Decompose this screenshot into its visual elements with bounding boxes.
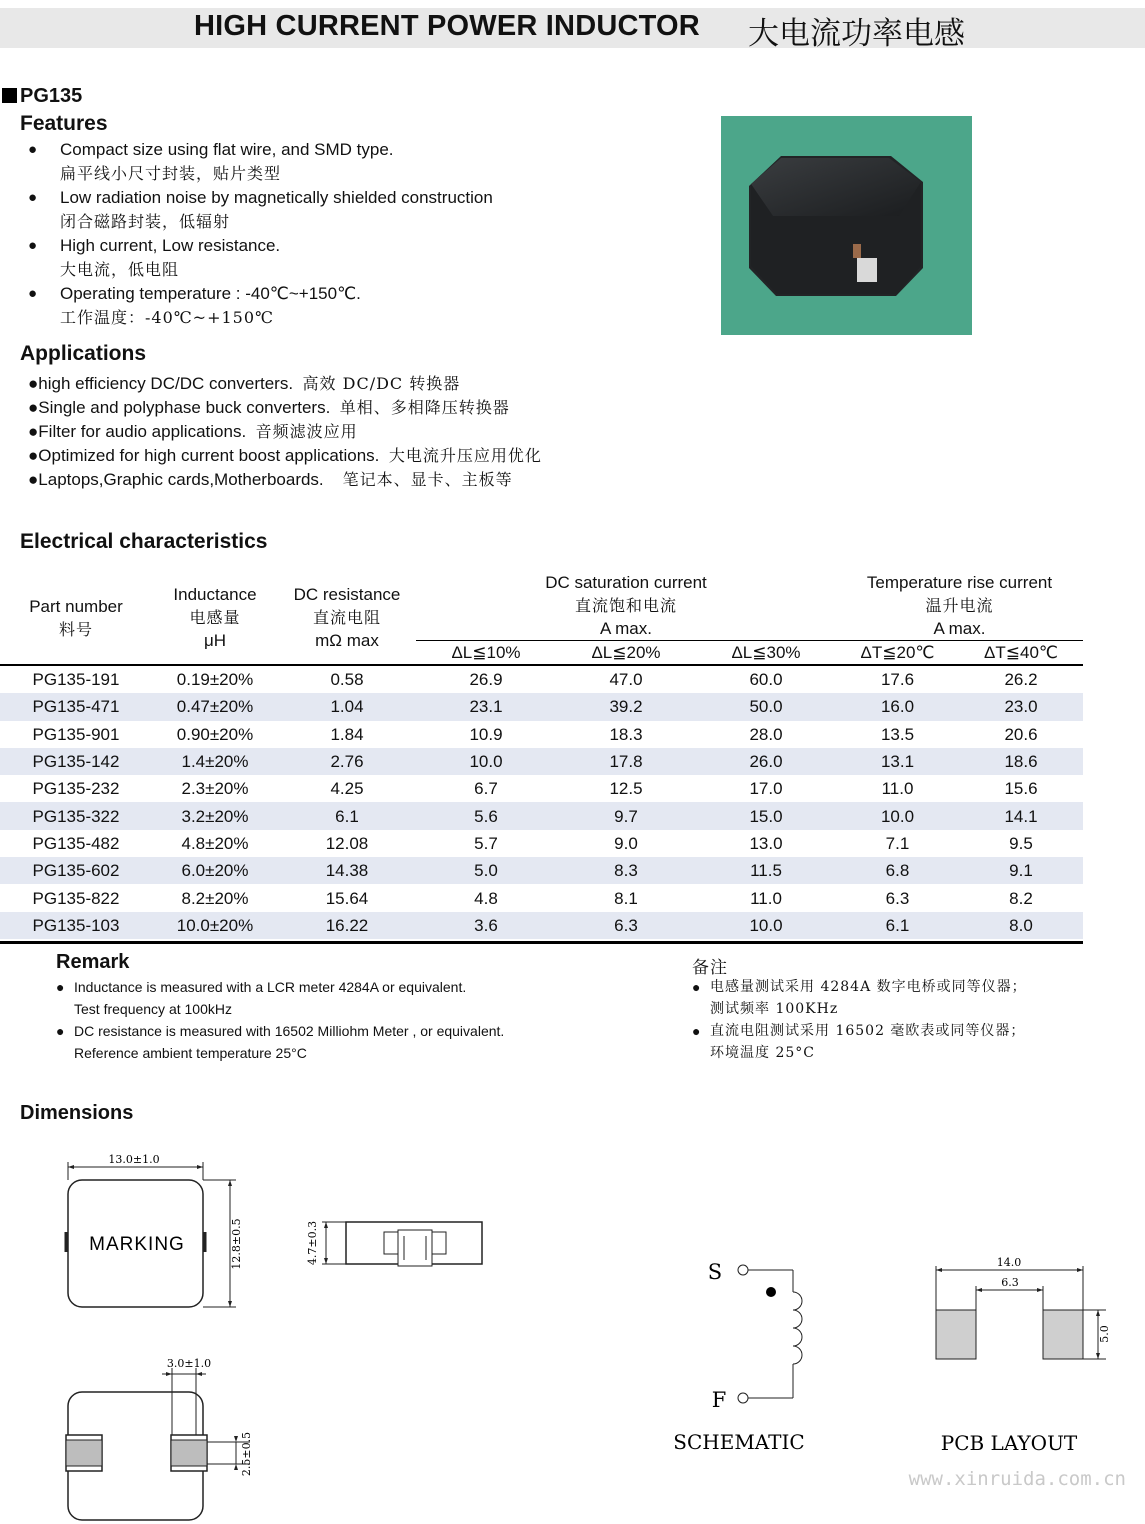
table-cell: 13.1 [836,748,959,775]
header-text-cn: 直流饱和电流 [574,596,677,615]
remark-line: 环境温度 25°C [710,1045,815,1061]
table-cell: PG135-322 [0,802,152,829]
table-cell: 15.6 [1004,779,1038,799]
table-cell: 5.7 [474,833,498,853]
remark-line: 测试频率 100KHz [710,1001,839,1017]
table-row [0,884,1083,911]
table-cell: 2.3±20% [181,779,249,799]
bullet-icon: ● [28,189,38,206]
table-cell: PG135-822 [32,888,120,908]
application-cn: 大电流升压应用优化 [388,446,542,465]
remark-line: Reference ambient temperature 25°C [74,1045,307,1061]
arrow-icon [1096,1353,1100,1359]
header-dc-resistance [278,571,416,665]
applications-heading: Applications [20,342,147,365]
header-text-cn: 直流电阻 [312,608,381,627]
feature-item [28,282,588,330]
table-cell: 6.1 [836,912,959,939]
table-cell: 1.4±20% [152,748,278,775]
table-cell: 6.3 [885,888,910,908]
dim-pad-width: 3.0±1.0 [166,1357,212,1370]
table-cell: 23.0 [959,693,1083,720]
subheader-cell: ΔL≦30% [696,641,836,666]
page-title: HIGH CURRENT POWER INDUCTOR [194,10,700,42]
table-row [0,857,1083,884]
pin-f-label: F [711,1388,727,1412]
remark-heading-cn: 备注 [692,958,728,978]
table-cell: 10.0 [836,802,959,829]
table-cell: PG135-471 [0,693,152,720]
electrical-heading: Electrical characteristics [20,530,268,553]
remark-line: Test frequency at 100kHz [74,1001,232,1017]
dim-pad-height: 2.5±0.5 [240,1431,253,1477]
product-code [2,85,82,108]
feature-cn: 大电流，低电阻 [60,260,180,279]
pcb-pad-left [936,1310,976,1359]
table-cell: 13.0 [749,833,783,853]
arrow-icon [196,1372,202,1376]
table-row [0,802,1083,829]
table-cell: 5.6 [416,802,556,829]
header-text-cn: 电感量 [189,608,241,627]
table-row [0,665,1083,693]
feature-item [28,138,588,186]
header-text: DC resistance [293,585,401,604]
table-cell: 23.1 [416,693,556,720]
table-cell: 17.8 [556,748,696,775]
application-item: ●high efficiency DC/DC converters. 高效 DC/DC 转换器 [28,374,461,393]
table-cell: 6.3 [556,912,696,939]
pin-f-terminal [738,1393,748,1403]
table-row [0,748,1083,775]
table-cell: 9.0 [614,833,638,853]
application-item: ●Filter for audio applications. 音频滤波应用 [28,422,358,441]
table-cell: 18.3 [609,724,643,744]
table-cell: 10.9 [469,724,503,744]
table-cell: 6.7 [474,779,498,799]
arrow-icon [68,1165,74,1169]
subheader-cell: ΔT≦40℃ [959,641,1083,666]
remark-line: 直流电阻测试采用 16502 毫欧表或同等仪器； [710,1023,1026,1039]
table-cell: PG135-602 [0,857,152,884]
header-unit: mΩ max [315,631,379,650]
dimensions-heading: Dimensions [20,1102,134,1124]
pcb-pad-right [1043,1310,1083,1359]
table-cell: 3.6 [416,912,556,939]
dim-side-height: 4.7±0.3 [306,1220,319,1266]
bottom-pad-right [171,1440,207,1466]
arrow-icon [197,1165,203,1169]
application-en: Filter for audio applications. [38,422,247,441]
table-cell: 9.7 [556,802,696,829]
table-cell: 12.5 [609,779,643,799]
table-cell: 47.0 [609,670,643,690]
subheader-cell: ΔL≦10% [416,641,556,666]
table-cell: 8.0 [959,912,1083,939]
table-row [0,912,1083,939]
side-view-terminal [398,1230,432,1266]
table-cell: 39.2 [556,693,696,720]
page-title-cn: 大电流功率电感 [748,16,965,52]
arrow-icon [1077,1268,1083,1272]
feature-en: Compact size using flat wire, and SMD type. [60,140,394,159]
schematic-coil [793,1292,802,1364]
dim-top-height: 12.8±0.5 [230,1218,243,1270]
bullet-icon: ● [56,979,65,995]
table-cell: 14.38 [278,857,416,884]
table-body [0,665,1083,939]
table-row [0,830,1083,857]
dimension-drawings [0,1140,1145,1524]
application-item: ●Laptops,Graphic cards,Motherboards. 笔记本、显卡、主板等 [28,470,513,489]
feature-en: Low radiation noise by magnetically shielded construction [60,188,493,207]
table-cell: 6.0±20% [152,857,278,884]
application-cn: 笔记本、显卡、主板等 [342,470,513,489]
remark-item [692,1020,1112,1064]
table-cell: 4.8±20% [181,833,249,853]
table-cell: 2.76 [278,748,416,775]
bullet-icon: ● [28,285,38,302]
pcb-height-dim: 5.0 [1098,1325,1111,1343]
table-cell: 3.2±20% [152,802,278,829]
table-cell: 15.64 [325,888,369,908]
arrow-icon [1037,1288,1043,1292]
header-unit: A max. [933,619,986,638]
header-inductance [152,571,278,665]
table-cell: 11.5 [696,857,836,884]
table-cell: 0.58 [330,670,364,690]
remark-cn-list [692,976,1112,1064]
polarity-dot-icon [766,1287,776,1297]
remark-line: Inductance is measured with a LCR meter 4284A or equivalent. [74,979,467,995]
feature-en: Operating temperature : -40℃~+150℃. [60,284,361,303]
pcb-layout-label: PCB LAYOUT [940,1431,1078,1455]
arrow-icon [228,1180,232,1186]
table-cell: 18.6 [959,748,1083,775]
bottom-pad-left [66,1440,102,1466]
table-cell: 4.8 [474,888,498,908]
table-cell: 6.1 [278,802,416,829]
header-text: Temperature rise current [866,573,1053,592]
square-bullet-icon [2,88,17,103]
table-cell: 26.0 [696,748,836,775]
table-cell: 10.0 [416,748,556,775]
table-cell: 26.2 [1004,670,1038,690]
table-row [0,721,1083,748]
bullet-icon: ● [28,141,38,158]
table-cell: PG135-482 [32,833,120,853]
table-row [0,775,1083,802]
table-cell: 50.0 [696,693,836,720]
table-cell: 14.1 [959,802,1083,829]
table-cell: 10.0±20% [152,912,278,939]
bullet-icon: ● [692,1023,701,1039]
table-cell: 16.22 [278,912,416,939]
application-item: ●Single and polyphase buck converters. 单相、多相降压转换器 [28,398,510,417]
remark-heading: Remark [56,951,130,973]
table-header-row [0,571,1083,641]
table-cell: 11.0 [881,779,914,799]
header-text: Inductance [173,585,257,604]
marking-label: MARKING [89,1234,185,1255]
product-code-text: PG135 [20,85,83,107]
table-cell: 28.0 [749,724,783,744]
remark-item [56,976,616,1020]
dim-top-width: 13.0±1.0 [108,1153,160,1166]
application-cn: 单相、多相降压转换器 [339,398,510,417]
feature-item [28,186,588,234]
table-cell: PG135-232 [32,779,120,799]
table-bottom-rule [0,941,1083,944]
table-cell: 26.9 [469,670,503,690]
arrow-icon [234,1464,238,1470]
arrow-icon [234,1436,238,1442]
bullet-icon: ● [56,1023,65,1039]
table-cell: 8.2±20% [181,888,249,908]
table-cell: 10.0 [696,912,836,939]
table-cell: 13.5 [880,724,915,744]
table-cell: 8.1 [614,888,638,908]
table-cell: 15.0 [696,802,836,829]
application-en: Optimized for high current boost applications. [38,446,380,465]
watermark: www.xinruida.com.cn [908,1468,1126,1490]
header-saturation-current [416,571,836,641]
electrical-table [0,571,1083,939]
table-cell: 20.6 [1004,724,1038,744]
table-cell: 1.84 [330,724,364,744]
table-cell: PG135-901 [32,724,120,744]
header-unit: A max. [600,619,652,638]
arrow-icon [324,1258,328,1264]
table-cell: PG135-142 [0,748,152,775]
table-cell: 8.2 [1009,888,1033,908]
table-cell: 0.47±20% [152,693,278,720]
remark-item [692,976,1112,1020]
feature-en: High current, Low resistance. [60,236,281,255]
application-cn: 音频滤波应用 [255,422,358,441]
subheader-cell: ΔL≦20% [556,641,696,666]
table-cell: 0.90±20% [176,724,254,744]
table-cell: 0.19±20% [176,670,254,690]
remark-item [56,1020,616,1064]
table-cell: 1.04 [278,693,416,720]
header-text: Part number [29,596,123,616]
header-text: DC saturation current [545,573,707,592]
feature-cn: 扁平线小尺寸封装，贴片类型 [60,164,282,183]
table-cell: 8.3 [556,857,696,884]
arrow-icon [166,1372,172,1376]
bullet-icon: ● [692,979,701,995]
table-cell: 4.25 [330,779,364,799]
remark-line: 电感量测试采用 4284A 数字电桥或同等仪器； [710,979,1027,995]
arrow-icon [324,1222,328,1228]
arrow-icon [228,1301,232,1307]
table-cell: 12.08 [325,833,369,853]
arrow-icon [936,1268,942,1272]
arrow-icon [1096,1310,1100,1316]
schematic-label: SCHEMATIC [673,1430,805,1454]
pin-s-terminal [738,1265,748,1275]
application-cn: 高效 DC/DC 转换器 [302,374,461,393]
table-cell: 7.1 [885,833,910,853]
table-cell: 60.0 [749,670,783,690]
table-row [0,693,1083,720]
pin-s-label: S [707,1260,723,1284]
remark-line: DC resistance is measured with 16502 Milliohm Meter , or equivalent. [74,1023,505,1039]
pcb-outer-dim: 14.0 [996,1256,1022,1269]
table-cell: 5.0 [416,857,556,884]
feature-cn: 工作温度：-40℃~+150℃ [60,308,274,327]
table-cell: 17.6 [880,670,915,690]
table-cell: PG135-103 [0,912,152,939]
application-en: Laptops,Graphic cards,Motherboards. [38,470,324,489]
product-photo [721,116,972,335]
pcb-inner-dim: 6.3 [1001,1276,1019,1289]
features-list [28,138,588,330]
application-en: high efficiency DC/DC converters. [38,374,294,393]
table-cell: 9.5 [1009,833,1033,853]
application-item: ●Optimized for high current boost applications. 大电流升压应用优化 [28,446,542,465]
applications-list [28,372,542,492]
header-part-number [0,571,152,665]
header-text-cn: 料号 [58,619,93,639]
header-unit: μH [203,631,227,650]
feature-item [28,234,588,282]
table-cell: 16.0 [836,693,959,720]
remark-en-list [56,976,616,1064]
table-cell: 9.1 [959,857,1083,884]
arrow-icon [976,1288,982,1292]
table-cell: 17.0 [749,779,783,799]
header-temperature-current [836,571,1083,641]
subheader-cell: ΔT≦20℃ [836,641,959,666]
features-heading: Features [20,112,108,135]
bullet-icon: ● [28,237,38,254]
feature-cn: 闭合磁路封装，低辐射 [60,212,231,231]
table-cell: PG135-191 [32,670,120,690]
application-en: Single and polyphase buck converters. [38,398,331,417]
table-cell: 11.0 [750,888,782,908]
table-cell: 6.8 [836,857,959,884]
header-text-cn: 温升电流 [925,596,994,615]
